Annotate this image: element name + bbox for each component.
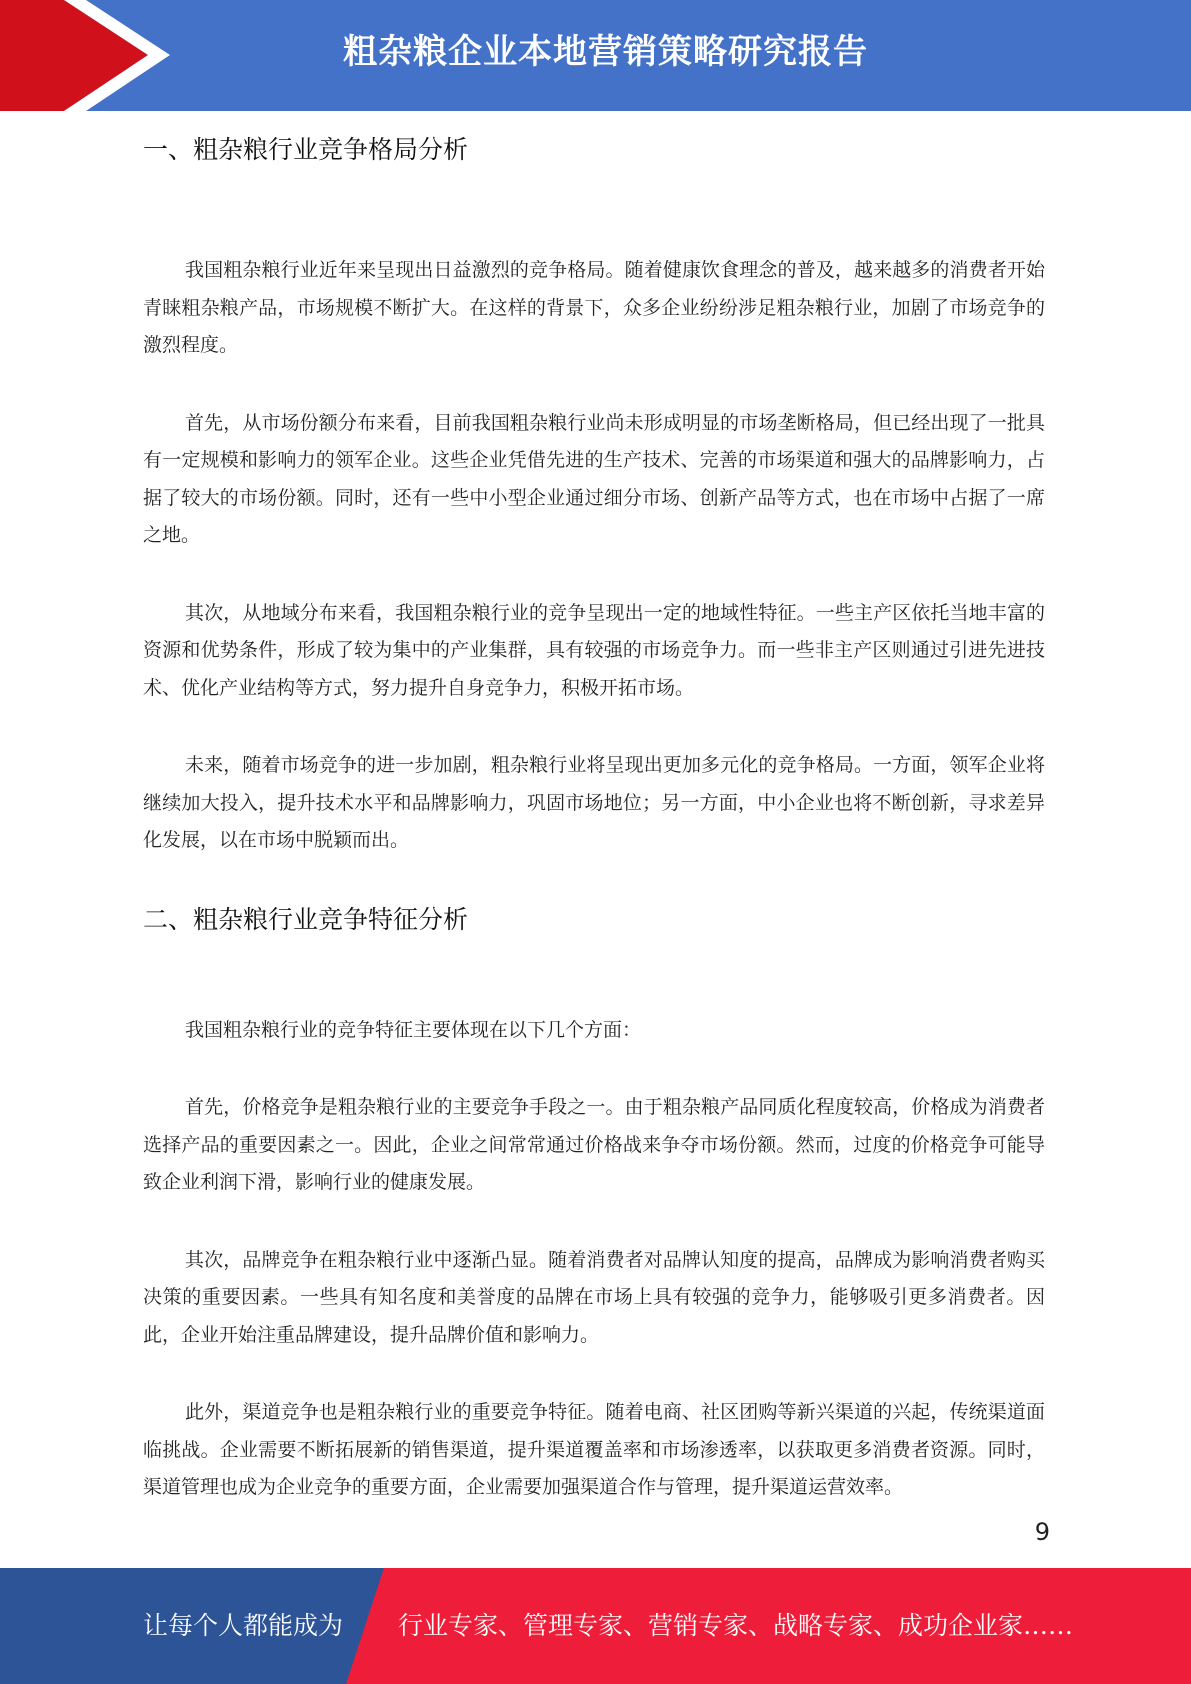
page-number: 9: [1034, 1518, 1050, 1546]
paragraph: 此外，渠道竞争也是粗杂粮行业的重要竞争特征。随着电商、社区团购等新兴渠道的兴起，传统渠道面临挑战。企业需要不断拓展新的销售渠道，提升渠道覆盖率和市场渗透率，以获取更多消费者资源。同时，渠道管理也成为企业竞争的重要方面，企业需要加强渠道合作与管理，提升渠道运营效率。: [143, 1401, 1045, 1498]
page-header: [0, 0, 1191, 111]
page-footer: [0, 1568, 1191, 1684]
paragraph: 首先，价格竞争是粗杂粮行业的主要竞争手段之一。由于粗杂粮产品同质化程度较高，价格成为消费者选择产品的重要因素之一。因此，企业之间常常通过价格战来争夺市场份额。然而，过度的价格竞争可能导致企业利润下滑，影响行业的健康发展。: [143, 1096, 1045, 1193]
main-content: [143, 120, 1045, 1507]
paragraph: 其次，品牌竞争在粗杂粮行业中逐渐凸显。随着消费者对品牌认知度的提高，品牌成为影响消费者购买决策的重要因素。一些具有知名度和美誉度的品牌在市场上具有较强的竞争力，能够吸引更多消费者。因此，企业开始注重品牌建设，提升品牌价值和影响力。: [143, 1248, 1045, 1346]
paragraph: 首先，从市场份额分布来看，目前我国粗杂粮行业尚未形成明显的市场垄断格局，但已经出现了一批具有一定规模和影响力的领军企业。这些企业凭借先进的生产技术、完善的市场渠道和强大的品牌影响力，占据了较大的市场份额。同时，还有一些中小型企业通过细分市场、创新产品等方式，也在市场中占据了一席之地。: [143, 411, 1045, 546]
section-heading-1: 一、粗杂粮行业竞争格局分析: [143, 135, 469, 164]
section-heading-2: 二、粗杂粮行业竞争特征分析: [143, 904, 469, 934]
paragraph: 未来，随着市场竞争的进一步加剧，粗杂粮行业将呈现出更加多元化的竞争格局。一方面，领军企业将继续加大投入，提升技术水平和品牌影响力，巩固市场地位；另一方面，中小企业也将不断创新，寻求差异化发展，以在市场中脱颖而出。: [143, 754, 1045, 851]
paragraph: 我国粗杂粮行业近年来呈现出日益激烈的竞争格局。随着健康饮食理念的普及，越来越多的消费者开始青睐粗杂粮产品，市场规模不断扩大。在这样的背景下，众多企业纷纷涉足粗杂粮行业，加剧了市场竞争的激烈程度。: [143, 259, 1045, 356]
paragraph: 其次，从地域分布来看，我国粗杂粮行业的竞争呈现出一定的地域性特征。一些主产区依托当地丰富的资源和优势条件，形成了较为集中的产业集群，具有较强的市场竞争力。而一些非主产区则通过引进先进技术、优化产业结构等方式，努力提升自身竞争力，积极开拓市场。: [143, 601, 1045, 699]
footer-slogan-left: 让每个人都能成为: [143, 1611, 344, 1640]
paragraph: 我国粗杂粮行业的竞争特征主要体现在以下几个方面：: [185, 1018, 642, 1041]
report-title: 粗杂粮企业本地营销策略研究报告: [343, 32, 868, 72]
footer-slogan-right: 行业专家、管理专家、营销专家、战略专家、成功企业家……: [398, 1611, 1074, 1640]
